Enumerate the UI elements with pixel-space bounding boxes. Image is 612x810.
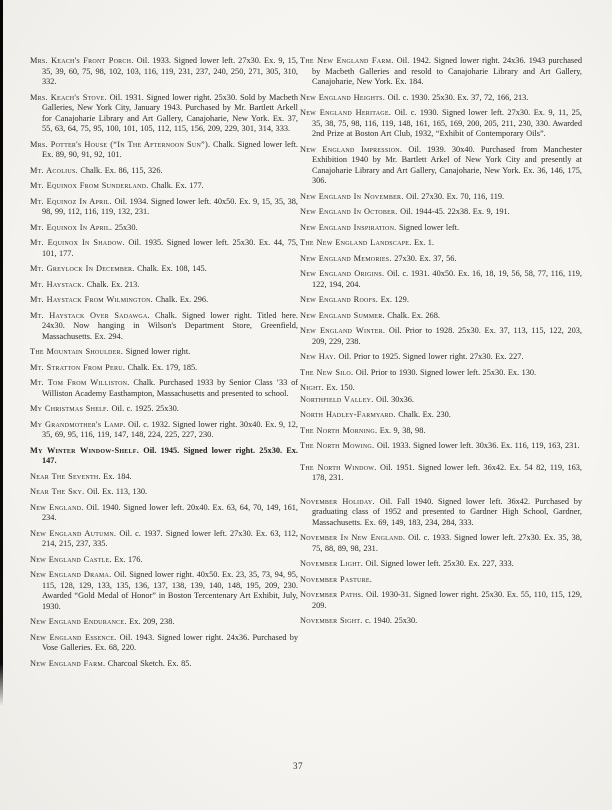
entry-title: The North Morning. bbox=[300, 425, 378, 435]
entry-details: Chalk. Ex. 296. bbox=[155, 295, 209, 304]
entry-title: November Pasture. bbox=[300, 574, 373, 584]
catalog-entry bbox=[300, 383, 582, 394]
catalog-entry bbox=[300, 108, 582, 140]
entry-title: Near The Seventh. bbox=[30, 471, 101, 481]
entry-details: Oil. 1930-31. Signed lower right. 25x30. Ex. 55, 110, 115, 129, 209. bbox=[312, 590, 583, 610]
catalog-entry bbox=[300, 590, 582, 611]
catalog-entry bbox=[30, 311, 298, 343]
entry-title: New Hay. bbox=[300, 352, 336, 361]
entry-details: Oil. Signed lower left. 25x30. Ex. 227, 333. bbox=[365, 559, 514, 568]
left-column bbox=[30, 56, 298, 674]
entry-title: My Christmas Shelf. bbox=[30, 404, 109, 413]
catalog-entry bbox=[30, 472, 298, 483]
entry-title: Mt. Haystack From Wilmington. bbox=[30, 295, 154, 304]
entry-details: Signed lower left. bbox=[399, 222, 460, 232]
entry-details: Oil. c. 1933. Signed lower left. 27x30. Ex. 35, 38, 75, 88, 89, 98, 231. bbox=[312, 533, 582, 553]
entry-details: Chalk. Ex. 108, 145. bbox=[137, 264, 207, 273]
entry-title: New England Essence. bbox=[30, 632, 117, 642]
entry-title: Mt. Equinoz In April. bbox=[30, 196, 112, 206]
entry-details: Oil. 30x36. bbox=[376, 394, 414, 404]
entry-details: Oil. Prior to 1930. Signed lower left. 25x30. Ex. 130. bbox=[355, 367, 537, 377]
entry-details: 25x30. bbox=[114, 222, 138, 232]
entry-details: Chalk. Ex. 179, 185. bbox=[127, 362, 198, 372]
catalog-entry bbox=[30, 181, 298, 192]
catalog-entry bbox=[30, 197, 298, 218]
entry-title: New England Autumn. bbox=[30, 528, 117, 538]
entry-details: 27x30. Ex. 37, 56. bbox=[394, 253, 457, 263]
entry-title: New England Summer. bbox=[300, 310, 385, 320]
entry-details: Chalk. Signed lower right. Titled here. 24x30. Now hanging in Wilson's Department Store, Greenfield, Massachusetts. Ex. 294. bbox=[42, 310, 298, 341]
catalog-entry bbox=[30, 223, 298, 234]
entry-title: November Sight. bbox=[300, 616, 363, 625]
entry-title: The North Mowing. bbox=[300, 441, 375, 450]
entry-details: Oil. c. 1931. 40x50. Ex. 16, 18, 19, 56, 58, 77, 116, 119, 122, 194, 204. bbox=[312, 269, 582, 289]
entry-details: Oil. c. 1930. 25x30. Ex. 37, 72, 166, 213. bbox=[387, 92, 529, 102]
catalog-entry bbox=[300, 533, 582, 554]
entry-details: Oil. 1933. Signed lower left. 27x30. Ex. 9, 15, 35, 39, 60, 75, 98, 102, 103, 116, 119, 231, 237, 240, 250, 271, 305, 310, 332. bbox=[42, 56, 298, 86]
catalog-entry bbox=[30, 633, 298, 654]
entry-details: Chalk. Ex. 86, 115, 326. bbox=[80, 165, 163, 175]
scan-edge-shadow bbox=[0, 0, 3, 706]
entry-title: November In New England. bbox=[300, 533, 406, 542]
catalog-entry bbox=[300, 145, 582, 187]
entry-details: Chalk. Ex. 213. bbox=[86, 279, 140, 289]
entry-title: New England Memories. bbox=[300, 253, 392, 263]
catalog-entry bbox=[300, 93, 582, 104]
entry-details: Signed lower right. bbox=[125, 347, 191, 356]
entry-title: Northfield Valley. bbox=[300, 394, 374, 404]
entry-details: Oil. 1951. Signed lower left. 36x42. Ex. 54 82, 119, 163, 178, 231. bbox=[312, 462, 582, 482]
entry-title: Mt. Tom From Williston. bbox=[30, 378, 130, 387]
entry-details: Oil. c. 1937. Signed lower left. 27x30. Ex. 63, 112, 214, 215, 237, 335. bbox=[42, 528, 298, 548]
entry-details: Oil. Signed lower right. 40x50. Ex. 23, 35, 73, 94, 95, 115, 128, 129, 133, 135, 136, 137, 138, 139, 140, 148, 195, 209, 230. Awarded “Gold Medal of Honor” in Boston Tercentenary Art Exhibit, July, 1930. bbox=[42, 570, 298, 611]
entry-details: Oil. 1931. Signed lower right. 25x30. Sold by Macbeth Galleries, New York City, January 1943. Purchased by Mr. Bartlett Arkell for Canajoharie Library and Art Gallery, Canajoharie, New York. Ex. 37, 55, 63, 64, 75, 95, 100, 101, 105, 112, 115, 156, 209, 229, 301, 314, 333. bbox=[42, 92, 298, 133]
entry-title: My Grandmother's Lamp. bbox=[30, 419, 126, 429]
entry-title: New England Farm. bbox=[30, 658, 106, 668]
entry-title: Night. bbox=[300, 383, 324, 392]
entry-title: Mt. Haystack. bbox=[30, 279, 85, 289]
entry-details: Oil. 1934. Signed lower left. 40x50. Ex. 9, 15, 35, 38, 98, 99, 112, 116, 119, 132, 231. bbox=[42, 196, 298, 216]
entry-details: Oil. Ex. 113, 130. bbox=[86, 487, 148, 496]
catalog-entry bbox=[30, 166, 298, 177]
entry-title: The New England Landscape. bbox=[300, 238, 412, 247]
entry-title: Mt. Acolius. bbox=[30, 165, 78, 175]
right-column bbox=[300, 56, 582, 632]
entry-details: Chalk. Ex. 268. bbox=[387, 310, 440, 320]
catalog-entry bbox=[300, 192, 582, 203]
entry-title: November Light. bbox=[300, 559, 364, 568]
catalog-entry bbox=[300, 368, 582, 379]
catalog-entry bbox=[300, 463, 582, 484]
entry-details: Ex. 9, 38, 98. bbox=[379, 425, 426, 435]
catalog-entry bbox=[30, 238, 298, 259]
entry-title: Mt. Equinox From Sunderland. bbox=[30, 181, 149, 190]
catalog-entry bbox=[300, 207, 582, 218]
entry-title: Mt. Equinox In Shadow. bbox=[30, 238, 125, 247]
catalog-entry bbox=[300, 559, 582, 570]
catalog-entry bbox=[30, 93, 298, 135]
entry-title: November Paths. bbox=[300, 590, 364, 599]
entry-title: The Mountain Shoulder. bbox=[30, 347, 124, 356]
catalog-entry bbox=[30, 280, 298, 291]
catalog-entry bbox=[30, 617, 298, 628]
entry-title: New England In October. bbox=[300, 207, 398, 216]
catalog-entry bbox=[300, 326, 582, 347]
catalog-entry bbox=[300, 395, 582, 406]
entry-title: New England Roofs. bbox=[300, 295, 379, 304]
entry-details: Ex. 1. bbox=[414, 238, 435, 247]
catalog-entry bbox=[30, 487, 298, 498]
entry-title: North Hadley-Farmyard. bbox=[300, 410, 396, 419]
catalog-entry bbox=[300, 295, 582, 306]
entry-details: Ex. 184. bbox=[103, 471, 132, 481]
entry-title: New England. bbox=[30, 502, 84, 512]
catalog-entry bbox=[300, 497, 582, 529]
catalog-entry bbox=[300, 223, 582, 234]
entry-details: Ex. 129. bbox=[380, 295, 409, 304]
catalog-entry bbox=[30, 378, 298, 399]
catalog-entry bbox=[30, 140, 298, 161]
entry-title: Mt. Haystack Over Sadawga. bbox=[30, 310, 150, 320]
catalog-entry bbox=[30, 404, 298, 415]
entry-details: Ex. 209, 238. bbox=[129, 617, 175, 626]
entry-title: Near The Sky. bbox=[30, 487, 85, 496]
entry-details: Oil. 1944-45. 22x38. Ex. 9, 191. bbox=[400, 207, 510, 216]
entry-title: New England Drama. bbox=[30, 570, 112, 579]
entry-details: Oil. 1943. Signed lower right. 24x36. Purchased by Vose Galleries. Ex. 68, 220. bbox=[42, 632, 298, 652]
catalog-entry bbox=[300, 410, 582, 421]
entry-details: Chalk. Ex. 230. bbox=[398, 410, 451, 419]
entry-details: Chalk. Ex. 177. bbox=[151, 181, 204, 190]
catalog-entry bbox=[300, 616, 582, 627]
entry-details: Oil. Prior to 1925. Signed lower right. 27x30. Ex. 227. bbox=[338, 352, 524, 361]
entry-details: Oil. Fall 1940. Signed lower left. 36x42. Purchased by graduating class of 1952 and presented to Gardner High School, Gardner, Massachusetts. Ex. 69, 149, 183, 234, 284, 333. bbox=[312, 496, 583, 527]
entry-details: Oil. 1939. 30x40. Purchased from Manchester Exhibition 1940 by Mr. Bartlett Arkel of New York City and presently at Canajoharie Library and Art Gallery, Canajoharie, New York. Ex. 36, 146, 175, 306. bbox=[312, 144, 582, 185]
entry-title: New England Heritage. bbox=[300, 108, 392, 117]
entry-details: Chalk. Purchased 1933 by Senior Class ’33 of Williston Academy Easthampton, Massachusetts and presented to school. bbox=[42, 378, 298, 398]
entry-details: Oil. c. 1930. Signed lower left. 27x30. Ex. 9, 11, 25, 35, 38, 75, 98, 116, 119, 148, 161, 165, 169, 200, 205, 211, 230, 330. Awarded 2nd Prize at Boston Art Club, 1932, “Exhibit of Contemporary Oils”. bbox=[312, 108, 582, 138]
entry-title: Mrs. Potter's House (“In The Afternoon Sun”). bbox=[30, 139, 211, 149]
catalog-entry bbox=[30, 555, 298, 566]
catalog-entry bbox=[300, 311, 582, 322]
catalog-entry bbox=[300, 238, 582, 249]
entry-title: Mt. Greylock In December. bbox=[30, 264, 135, 273]
entry-title: My Winter Window-Shelf. bbox=[30, 445, 140, 455]
catalog-entry bbox=[30, 56, 298, 88]
entry-title: New England Origins. bbox=[300, 269, 385, 278]
catalog-entry bbox=[300, 352, 582, 363]
catalog-entry bbox=[30, 503, 298, 524]
entry-title: The New England Farm. bbox=[300, 56, 394, 65]
catalog-entry bbox=[30, 347, 298, 358]
page-number: 37 bbox=[293, 761, 303, 771]
entry-title: Mt. Equinox In April. bbox=[30, 222, 113, 232]
catalog-entry bbox=[30, 570, 298, 612]
entry-details: Charcoal Sketch. Ex. 85. bbox=[107, 658, 192, 668]
entry-details: Ex. 176. bbox=[114, 554, 143, 564]
entry-title: New England Inspiration. bbox=[300, 222, 397, 232]
entry-details: c. 1940. 25x30. bbox=[365, 616, 418, 625]
entry-title: The North Window. bbox=[300, 462, 377, 472]
catalog-entry bbox=[30, 446, 298, 467]
catalog-entry bbox=[300, 56, 582, 88]
entry-details: Oil. c. 1925. 25x30. bbox=[111, 404, 179, 413]
entry-title: New England Heights. bbox=[300, 92, 386, 102]
entry-details: Oil. 1945. Signed lower right. 25x30. Ex. 147. bbox=[42, 445, 299, 465]
catalog-entry bbox=[30, 420, 298, 441]
catalog-entry bbox=[300, 254, 582, 265]
catalog-entry bbox=[300, 426, 582, 437]
entry-details: Oil. c. 1932. Signed lower right. 30x40. Ex. 9, 12, 35, 69, 95, 116, 119, 147, 148, 224, 225, 227, 230. bbox=[42, 419, 298, 439]
entry-details: Oil. 1942. Signed lower right. 24x36. 1943 purchased by Macbeth Galleries and resold to Canajoharie Library and Art Gallery, Canajoharie, New York. Ex. 184. bbox=[312, 56, 582, 86]
entry-title: New England Castle. bbox=[30, 554, 112, 564]
catalog-entry bbox=[300, 441, 582, 452]
catalog-entry bbox=[30, 295, 298, 306]
entry-title: New England Winter. bbox=[300, 326, 386, 335]
entry-title: November Holiday. bbox=[300, 496, 375, 506]
catalog-entry bbox=[30, 659, 298, 670]
entry-details: Oil. 1933. Signed lower left. 30x36. Ex. 116, 119, 163, 231. bbox=[376, 441, 580, 450]
catalog-entry bbox=[300, 269, 582, 290]
entry-title: Mrs. Keach's Front Porch. bbox=[30, 56, 134, 65]
entry-title: New England In November. bbox=[300, 191, 404, 201]
entry-details: Oil. 1940. Signed lower left. 20x40. Ex. 63, 64, 70, 149, 161, 234. bbox=[42, 502, 298, 522]
catalog-entry bbox=[30, 529, 298, 550]
catalog-entry bbox=[300, 575, 582, 586]
entry-details: Oil. 1935. Signed lower left. 25x30. Ex. 44, 75, 101, 177. bbox=[42, 238, 298, 258]
entry-title: New England Impression. bbox=[300, 144, 403, 154]
entry-details: Ex. 150. bbox=[326, 383, 355, 392]
entry-title: Mt. Stratton From Peru. bbox=[30, 362, 126, 372]
entry-details: Oil. Prior to 1928. 25x30. Ex. 37, 113, 115, 122, 203, 209, 229, 238. bbox=[312, 326, 582, 346]
catalog-entry bbox=[30, 264, 298, 275]
entry-title: New England Endurance. bbox=[30, 617, 127, 626]
entry-details: Oil. 27x30. Ex. 70, 116, 119. bbox=[406, 191, 505, 201]
catalog-entry bbox=[30, 363, 298, 374]
entry-title: The New Silo. bbox=[300, 367, 354, 377]
entry-details: Chalk. Signed lower left. Ex. 89, 90, 91, 92, 101. bbox=[42, 139, 298, 159]
entry-title: Mrs. Keach's Stove. bbox=[30, 92, 107, 102]
